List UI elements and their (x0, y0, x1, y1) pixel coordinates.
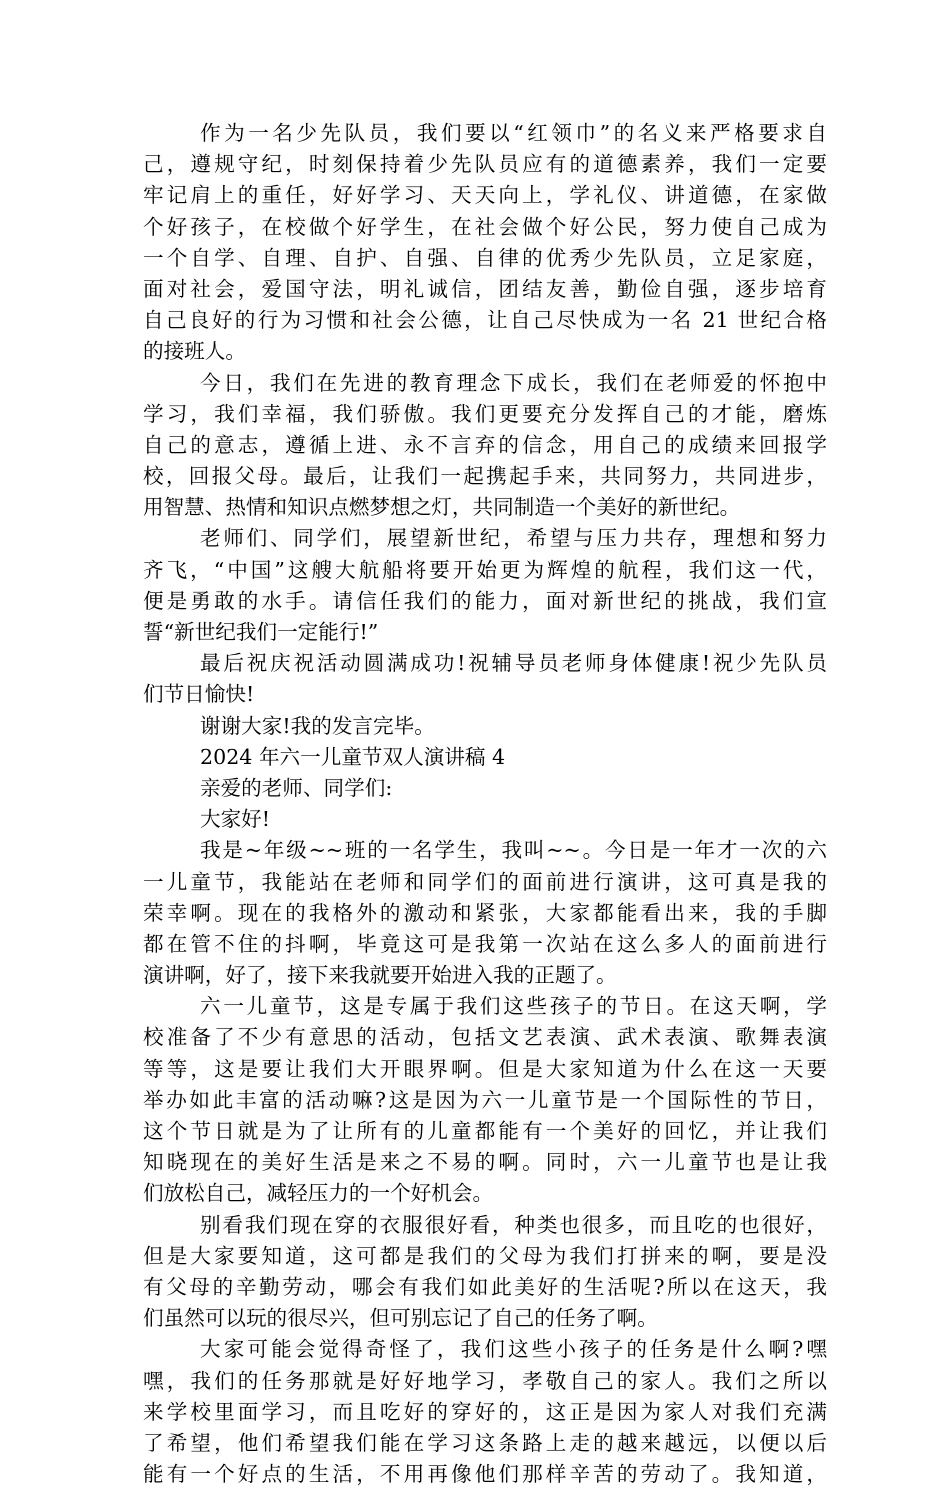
text-line: 六一儿童节，这是专属于我们这些孩子的节日。在这天啊，学 (200, 994, 827, 1019)
text-line: 便是勇敢的水手。请信任我们的能力，面对新世纪的挑战，我们宣 (143, 588, 827, 613)
text-line: 们虽然可以玩的很尽兴，但可别忘记了自己的任务了啊。 (143, 1306, 658, 1331)
text-line: 校准备了不少有意思的活动，包括文艺表演、武术表演、歌舞表演 (143, 1025, 827, 1050)
text-line: 学习，我们幸福，我们骄傲。我们更要充分发挥自己的才能，磨炼 (143, 401, 827, 426)
text-line: 们节日愉快! (143, 682, 255, 707)
text-line: 大家可能会觉得奇怪了，我们这些小孩子的任务是什么啊?嘿 (200, 1337, 827, 1362)
text-line: 但是大家要知道，这可都是我们的父母为我们打拼来的啊，要是没 (143, 1243, 827, 1268)
text-line: 己，遵规守纪，时刻保持着少先队员应有的道德素养，我们一定要 (143, 152, 827, 177)
text-line: 谢谢大家!我的发言完毕。 (200, 713, 435, 738)
text-line: 面对社会，爱国守法，明礼诚信，团结友善，勤俭自强，逐步培育 (143, 276, 827, 301)
text-line: 老师们、同学们，展望新世纪，希望与压力共存，理想和努力 (200, 526, 827, 551)
text-line: 大家好! (200, 807, 271, 832)
text-line: 的接班人。 (143, 339, 246, 364)
text-line: 亲爱的老师、同学们: (200, 775, 393, 800)
text-line: 演讲啊，好了，接下来我就要开始进入我的正题了。 (143, 963, 617, 988)
text-line: 别看我们现在穿的衣服很好看，种类也很多，而且吃的也很好， (200, 1212, 827, 1237)
text-line: 2024 年六一儿童节双人演讲稿 4 (200, 744, 506, 769)
text-line: 这个节日就是为了让所有的儿童都能有一个美好的回忆，并让我们 (143, 1119, 827, 1143)
text-line: 都在管不住的抖啊，毕竟这可是我第一次站在这么多人的面前进行 (143, 931, 827, 956)
document-body (143, 118, 827, 1490)
text-line: 自己的意志，遵循上进、永不言弃的信念，用自己的成绩来回报学 (143, 432, 827, 457)
text-line: 自己良好的行为习惯和社会公德，让自己尽快成为一名 21 世纪合格 (143, 308, 827, 333)
text-line: 能有一个好点的生活，不用再像他们那样辛苦的劳动了。我知道， (143, 1462, 827, 1487)
text-line: 来学校里面学习，而且吃好的穿好的，这正是因为家人对我们充满 (143, 1399, 827, 1424)
text-line: 最后祝庆祝活动圆满成功!祝辅导员老师身体健康!祝少先队员 (200, 651, 827, 676)
text-line: 作为一名少先队员，我们要以“红领巾”的名义来严格要求自 (200, 121, 827, 145)
text-line: 个好孩子，在校做个好学生，在社会做个好公民，努力使自己成为 (143, 214, 827, 239)
text-line: 有父母的辛勤劳动，哪会有我们如此美好的生活呢?所以在这天，我 (143, 1274, 827, 1299)
text-line: 牢记肩上的重任，好好学习、天天向上，学礼仪、讲道德，在家做 (143, 183, 827, 208)
text-line: 知晓现在的美好生活是来之不易的啊。同时，六一儿童节也是让我 (143, 1150, 827, 1175)
text-line: 校，回报父母。最后，让我们一起携起手来，共同努力，共同进步， (143, 464, 827, 489)
text-line: 我是~年级~~班的一名学生，我叫~~。今日是一年才一次的六 (200, 838, 827, 863)
text-line: 誓“新世纪我们一定能行!” (143, 620, 379, 644)
text-line: 用智慧、热情和知识点燃梦想之灯，共同制造一个美好的新世纪。 (143, 495, 741, 520)
text-line: 举办如此丰富的活动嘛?这是因为六一儿童节是一个国际性的节日， (143, 1087, 827, 1112)
text-line: 今日，我们在先进的教育理念下成长，我们在老师爱的怀抱中 (200, 370, 827, 395)
text-line: 了希望，他们希望我们能在学习这条路上走的越来越远，以便以后 (143, 1430, 827, 1455)
text-line: 一儿童节，我能站在老师和同学们的面前进行演讲，这可真是我的 (143, 869, 827, 894)
text-line: 嘿，我们的任务那就是好好地学习，孝敬自己的家人。我们之所以 (143, 1368, 827, 1393)
text-line: 等等，这是要让我们大开眼界啊。但是大家知道为什么在这一天要 (143, 1056, 827, 1081)
text-line: 们放松自己，减轻压力的一个好机会。 (143, 1181, 494, 1206)
text-line: 荣幸啊。现在的我格外的激动和紧张，大家都能看出来，我的手脚 (143, 900, 827, 925)
text-line: 一个自学、自理、自护、自强、自律的优秀少先队员，立足家庭， (143, 245, 827, 270)
text-line: 齐飞，“中国”这艘大航船将要开始更为辉煌的航程，我们这一代， (143, 557, 827, 582)
